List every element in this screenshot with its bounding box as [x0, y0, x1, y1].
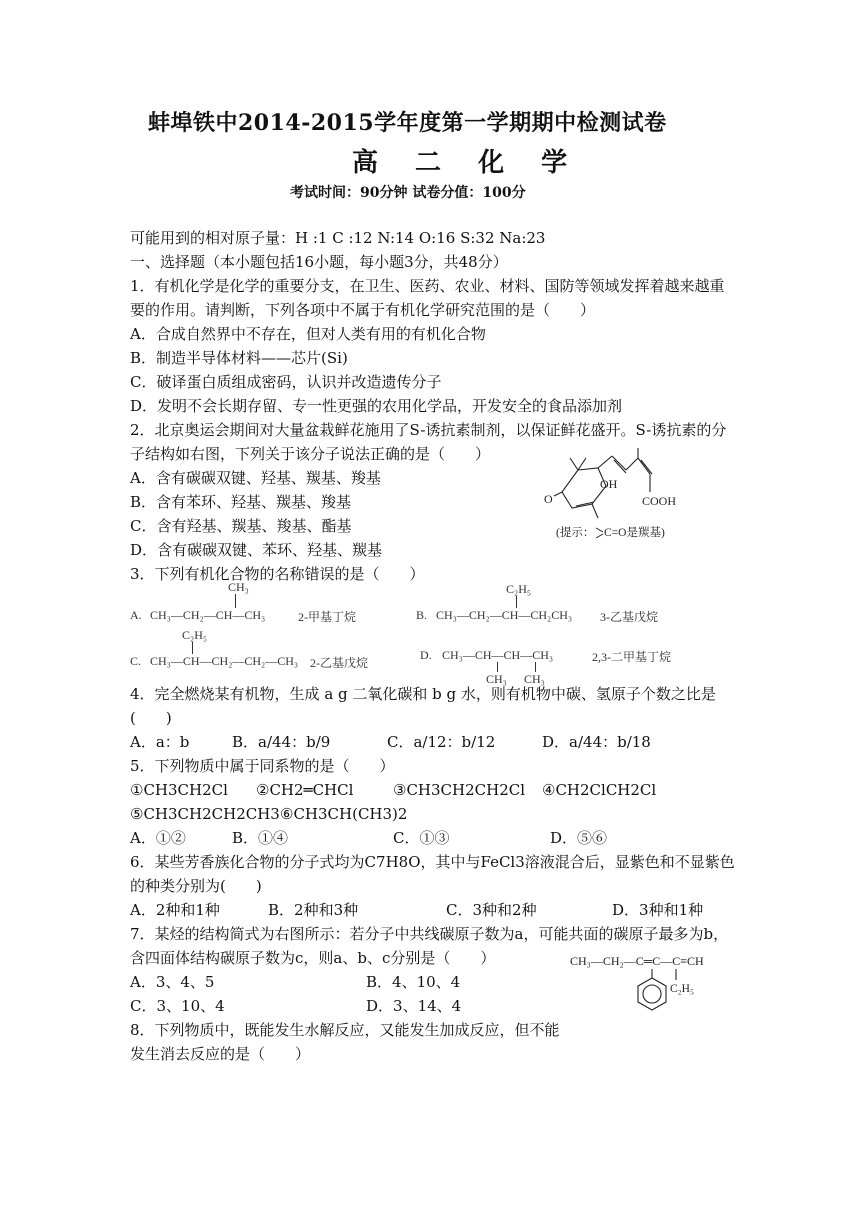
- q4-option-d: D．a/44：b/18: [542, 733, 651, 751]
- q4-option-b: B．a/44：b/9: [232, 733, 331, 751]
- q3-a-branch: CH₃: [228, 580, 249, 594]
- q2-figure-hint: (提示：: [556, 527, 595, 539]
- atomic-masses: 可能用到的相对原子量：H :1 C :12 N:14 O:16 S:32 Na:23: [130, 229, 546, 247]
- q2-figure-oxygen: O: [544, 492, 553, 506]
- q4-option-c: C．a/12：b/12: [387, 733, 496, 751]
- q1-option-c: C．破译蛋白质组成密码，认识并改造遗传分子: [130, 373, 442, 391]
- q3-c-formula: CH₃—CH—CH₂—CH₂—CH₃: [150, 654, 299, 668]
- q2-figure-cooh: COOH: [642, 494, 677, 508]
- q8-stem-line2: 发生消去反应的是（ ）: [130, 1045, 311, 1063]
- q3-d-bond-1: [497, 662, 498, 672]
- q2-figure-oh: OH: [600, 477, 618, 491]
- q7-figure-ethyl: C₂H₅: [670, 983, 694, 995]
- q4-option-a: A．a：b: [130, 733, 190, 751]
- section-heading: 一、选择题（本小题包括16小题，每小题3分，共48分）: [130, 253, 508, 271]
- q7-structure-figure: [566, 950, 756, 1030]
- q2-structure-figure: [540, 448, 690, 548]
- q3-d-branch-2: CH₃: [524, 672, 545, 686]
- q2-figure-hint-carbonyl: C=O是羰基): [604, 527, 665, 539]
- q3-c-letter: C.: [130, 654, 142, 668]
- q3-c-name: 2-乙基戊烷: [310, 656, 368, 670]
- q6-stem-line2: 的种类分别为( ): [130, 877, 262, 895]
- q3-b-name: 3-乙基戊烷: [600, 610, 658, 624]
- exam-title: 蚌埠铁中2014-2015学年度第一学期期中检测试卷: [148, 110, 667, 136]
- q3-d-name: 2,3-二甲基丁烷: [592, 650, 671, 664]
- q7-figure-chain: CH₃—CH₂—C═C—C≡CH: [570, 954, 704, 968]
- q3-d-bond-2: [535, 662, 536, 672]
- q5-item-4: ④CH2ClCH2Cl: [542, 781, 657, 799]
- exam-info: 考试时间：90分钟 试卷分值：100分: [290, 185, 526, 201]
- q2-stem-line2: 子结构如右图，下列关于该分子说法正确的是（ ）: [130, 445, 491, 463]
- q5-item-1: ①CH3CH2Cl: [130, 781, 228, 799]
- q3-a-name: 2-甲基丁烷: [298, 610, 356, 624]
- q2-option-a: A．含有碳碳双键、羟基、羰基、羧基: [130, 469, 381, 487]
- q3-a-formula: CH₃—CH₂—CH—CH₃: [150, 608, 266, 622]
- q7-option-d: D．3、14、4: [366, 997, 462, 1015]
- q1-stem-line1: 1．有机化学是化学的重要分支，在卫生、医药、农业、材料、国防等领域发挥着越来越重: [130, 277, 725, 295]
- q2-option-b: B．含有苯环、羟基、羰基、羧基: [130, 493, 352, 511]
- q7-option-a: A．3、4、5: [130, 973, 215, 991]
- q1-option-a: A．合成自然界中不存在，但对人类有用的有机化合物: [130, 325, 486, 343]
- q6-option-c: C．3种和2种: [446, 901, 537, 919]
- subject-title: 高 二 化 学: [352, 148, 582, 178]
- q5-stem: 5．下列物质中属于同系物的是（ ）: [130, 757, 395, 775]
- q4-stem-line2: ( ): [130, 709, 172, 727]
- q7-stem-line1: 7．某烃的结构简式为右图所示：若分子中共线碳原子数为a，可能共面的碳原子最多为b，: [130, 925, 729, 943]
- q5-option-d: D．⑤⑥: [550, 829, 608, 847]
- q3-option-b: [416, 582, 706, 632]
- q3-d-letter: D.: [420, 648, 432, 662]
- q6-option-d: D．3种和1种: [612, 901, 704, 919]
- q6-option-a: A．2种和1种: [130, 901, 220, 919]
- q1-option-b: B．制造半导体材料——芯片(Si): [130, 349, 348, 367]
- q3-b-letter: B.: [416, 608, 428, 622]
- q5-item-5: ⑤CH3CH2CH2CH3: [130, 805, 280, 823]
- q1-option-d: D．发明不会长期存留、专一性更强的农用化学品，开发安全的食品添加剂: [130, 397, 623, 415]
- q5-item-2: ②CH2═CHCl: [256, 781, 354, 799]
- q1-stem-line2: 要的作用。请判断，下列各项中不属于有机化学研究范围的是（ ）: [130, 301, 596, 319]
- q2-stem-line1: 2．北京奥运会期间对大量盆栽鲜花施用了S-诱抗素制剂，以保证鲜花盛开。S-诱抗素的分: [130, 421, 727, 439]
- q7-option-b: B．4、10、4: [366, 973, 461, 991]
- q5-option-c: C．①③: [393, 829, 450, 847]
- q3-a-bond: [235, 594, 236, 608]
- q5-item-6: ⑥CH3CH(CH3)2: [280, 805, 408, 823]
- q8-stem-line1: 8．下列物质中，既能发生水解反应，又能发生加成反应，但不能: [130, 1021, 560, 1039]
- q5-option-b: B．①④: [232, 829, 289, 847]
- q3-b-branch: C₂H₅: [506, 582, 532, 596]
- q3-b-formula: CH₃—CH₂—CH—CH₂CH₃: [436, 608, 573, 622]
- q4-stem-line1: 4．完全燃烧某有机物，生成 a g 二氧化碳和 b g 水，则有机物中碳、氢原子个数之比是: [130, 685, 716, 703]
- q2-option-d: D．含有碳碳双键、苯环、羟基、羰基: [130, 541, 383, 559]
- q7-option-c: C．3、10、4: [130, 997, 225, 1015]
- q3-d-formula: CH₃—CH—CH—CH₃: [442, 648, 554, 662]
- q7-stem-line2: 含四面体结构碳原子数为c，则a、b、c分别是（ ）: [130, 949, 496, 967]
- q3-stem: 3．下列有机化合物的名称错误的是（ ）: [130, 565, 425, 583]
- q3-c-bond: [192, 642, 193, 654]
- q6-option-b: B．2种和3种: [268, 901, 359, 919]
- q3-a-letter: A.: [130, 608, 142, 622]
- q2-option-c: C．含有羟基、羰基、羧基、酯基: [130, 517, 352, 535]
- q5-item-3: ③CH3CH2CH2Cl: [393, 781, 526, 799]
- q6-stem-line1: 6．某些芳香族化合物的分子式均为C7H8O，其中与FeCl3溶液混合后，显紫色和不显紫色: [130, 853, 735, 871]
- q3-d-branch-1: CH₃: [486, 672, 507, 686]
- q3-option-a: [130, 580, 410, 630]
- q3-b-bond: [516, 596, 517, 608]
- q5-option-a: A．①②: [130, 829, 186, 847]
- q3-option-c: [130, 628, 420, 672]
- q3-c-branch: C₂H₅: [182, 628, 208, 642]
